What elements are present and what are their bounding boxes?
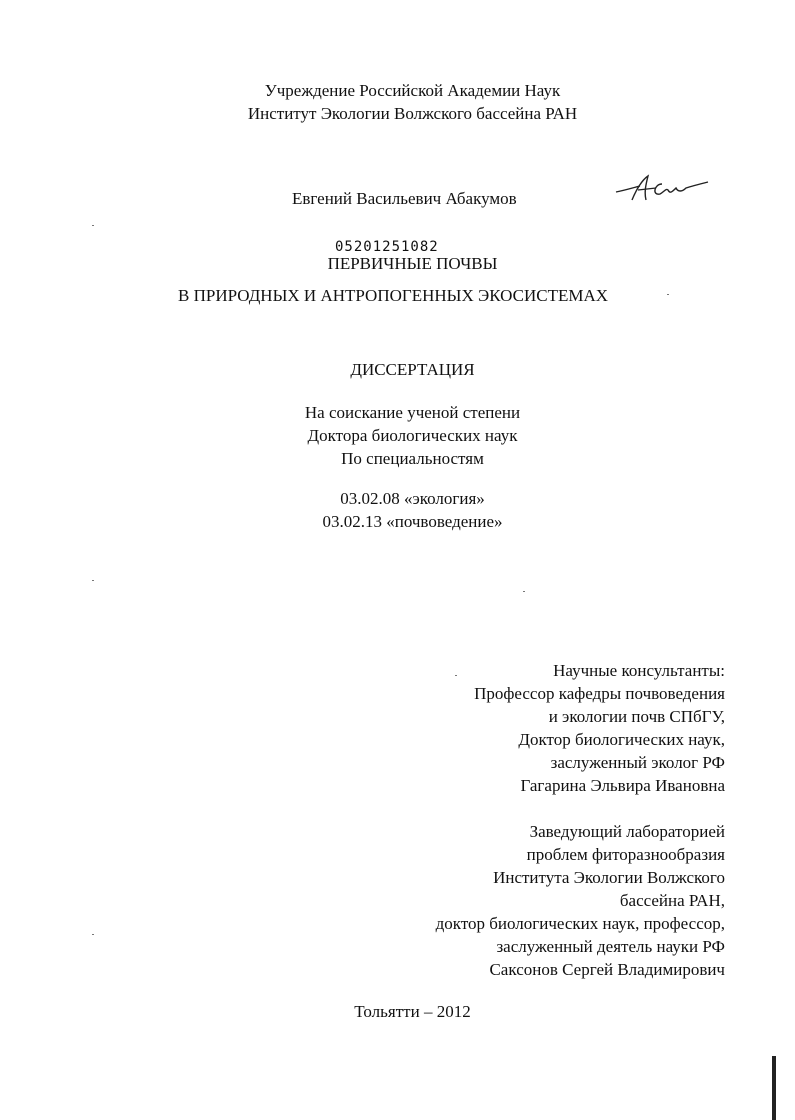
signature-icon [612,170,712,210]
city-year: Тольятти – 2012 [354,1002,471,1021]
consultant-2-line: проблем фиторазнообразия [526,845,725,864]
degree-line-1: На соискание ученой степени [304,403,521,422]
author-name: Евгений Васильевич Абакумов [292,189,517,208]
consultant-2-name: Саксонов Сергей Владимирович [489,960,725,979]
consultant-1-line: и экологии почв СПбГУ, [548,707,725,726]
consultant-1-line: заслуженный эколог РФ [550,753,725,772]
consultant-1-line: Профессор кафедры почвоведения [474,684,725,703]
institution-line-1: Учреждение Российской Академии Наук [264,81,561,100]
degree-line-3: По специальностям [341,449,484,468]
scan-speck [92,225,94,226]
institution-line-2: Институт Экологии Волжского бассейна РАН [247,104,578,123]
title-line-2: В ПРИРОДНЫХ И АНТРОПОГЕННЫХ ЭКОСИСТЕМАХ [178,286,609,305]
scan-speck [523,591,525,592]
scan-speck [92,934,94,935]
consultant-2-line: Института Экологии Волжского [493,868,725,887]
consultant-2-line: заслуженный деятель науки РФ [496,937,725,956]
consultant-2-line: Заведующий лабораторией [529,822,725,841]
document-type: ДИССЕРТАЦИЯ [350,360,475,379]
scan-speck [455,675,457,676]
degree-line-2: Доктора биологических наук [307,426,518,445]
consultant-1-line: Доктор биологических наук, [518,730,725,749]
specialty-soil-science: 03.02.13 «почвоведение» [322,512,503,531]
specialty-ecology: 03.02.08 «экология» [340,489,485,508]
consultant-2-line: доктор биологических наук, профессор, [435,914,725,933]
consultants-heading: Научные консультанты: [553,661,725,680]
catalog-number: 05201251082 [335,239,439,255]
scan-speck [667,294,669,295]
title-line-1: ПЕРВИЧНЫЕ ПОЧВЫ [327,254,498,273]
consultant-2-line: бассейна РАН, [619,891,725,910]
scan-speck [92,580,94,581]
scan-edge-mark [772,1056,776,1120]
consultant-1-name: Гагарина Эльвира Ивановна [520,776,725,795]
